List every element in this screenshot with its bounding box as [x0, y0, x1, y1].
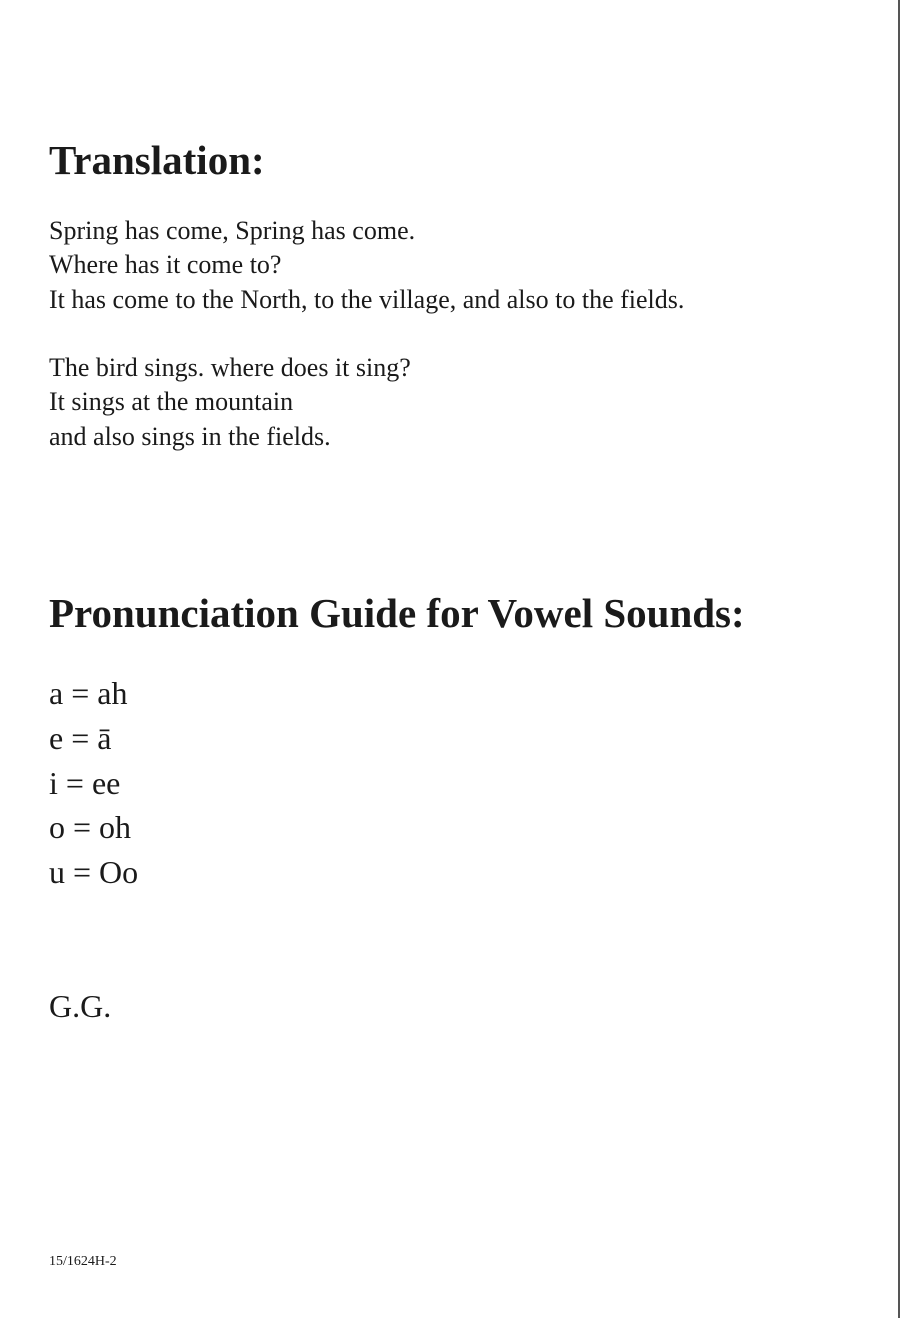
vowel-item-i: i = ee [49, 764, 121, 801]
vowel-item-e: e = ā [49, 719, 112, 756]
translation-stanza-2 [49, 351, 411, 454]
vowel-item-o: o = oh [49, 809, 132, 846]
pronunciation-heading: Pronunciation Guide for Vowel Sounds: [49, 590, 745, 636]
vowel-item-a: a = ah [49, 675, 128, 711]
author-initials: G.G. [49, 988, 112, 1024]
stanza-line: It sings at the mountain [49, 387, 294, 417]
translation-stanza-1 [49, 214, 684, 317]
stanza-line: and also sings in the fields. [49, 421, 331, 451]
stanza-line: The bird sings. where does it sing? [49, 353, 411, 382]
stanza-line: It has come to the North, to the village, and also to the fields. [49, 284, 685, 314]
translation-heading: Translation: [49, 137, 265, 183]
stanza-line: Spring has come, Spring has come. [49, 216, 416, 245]
catalog-number: 15/1624H-2 [49, 1254, 117, 1269]
vowel-list [49, 671, 138, 895]
stanza-line: Where has it come to? [49, 250, 282, 280]
vowel-item-u: u = Oo [49, 854, 139, 891]
